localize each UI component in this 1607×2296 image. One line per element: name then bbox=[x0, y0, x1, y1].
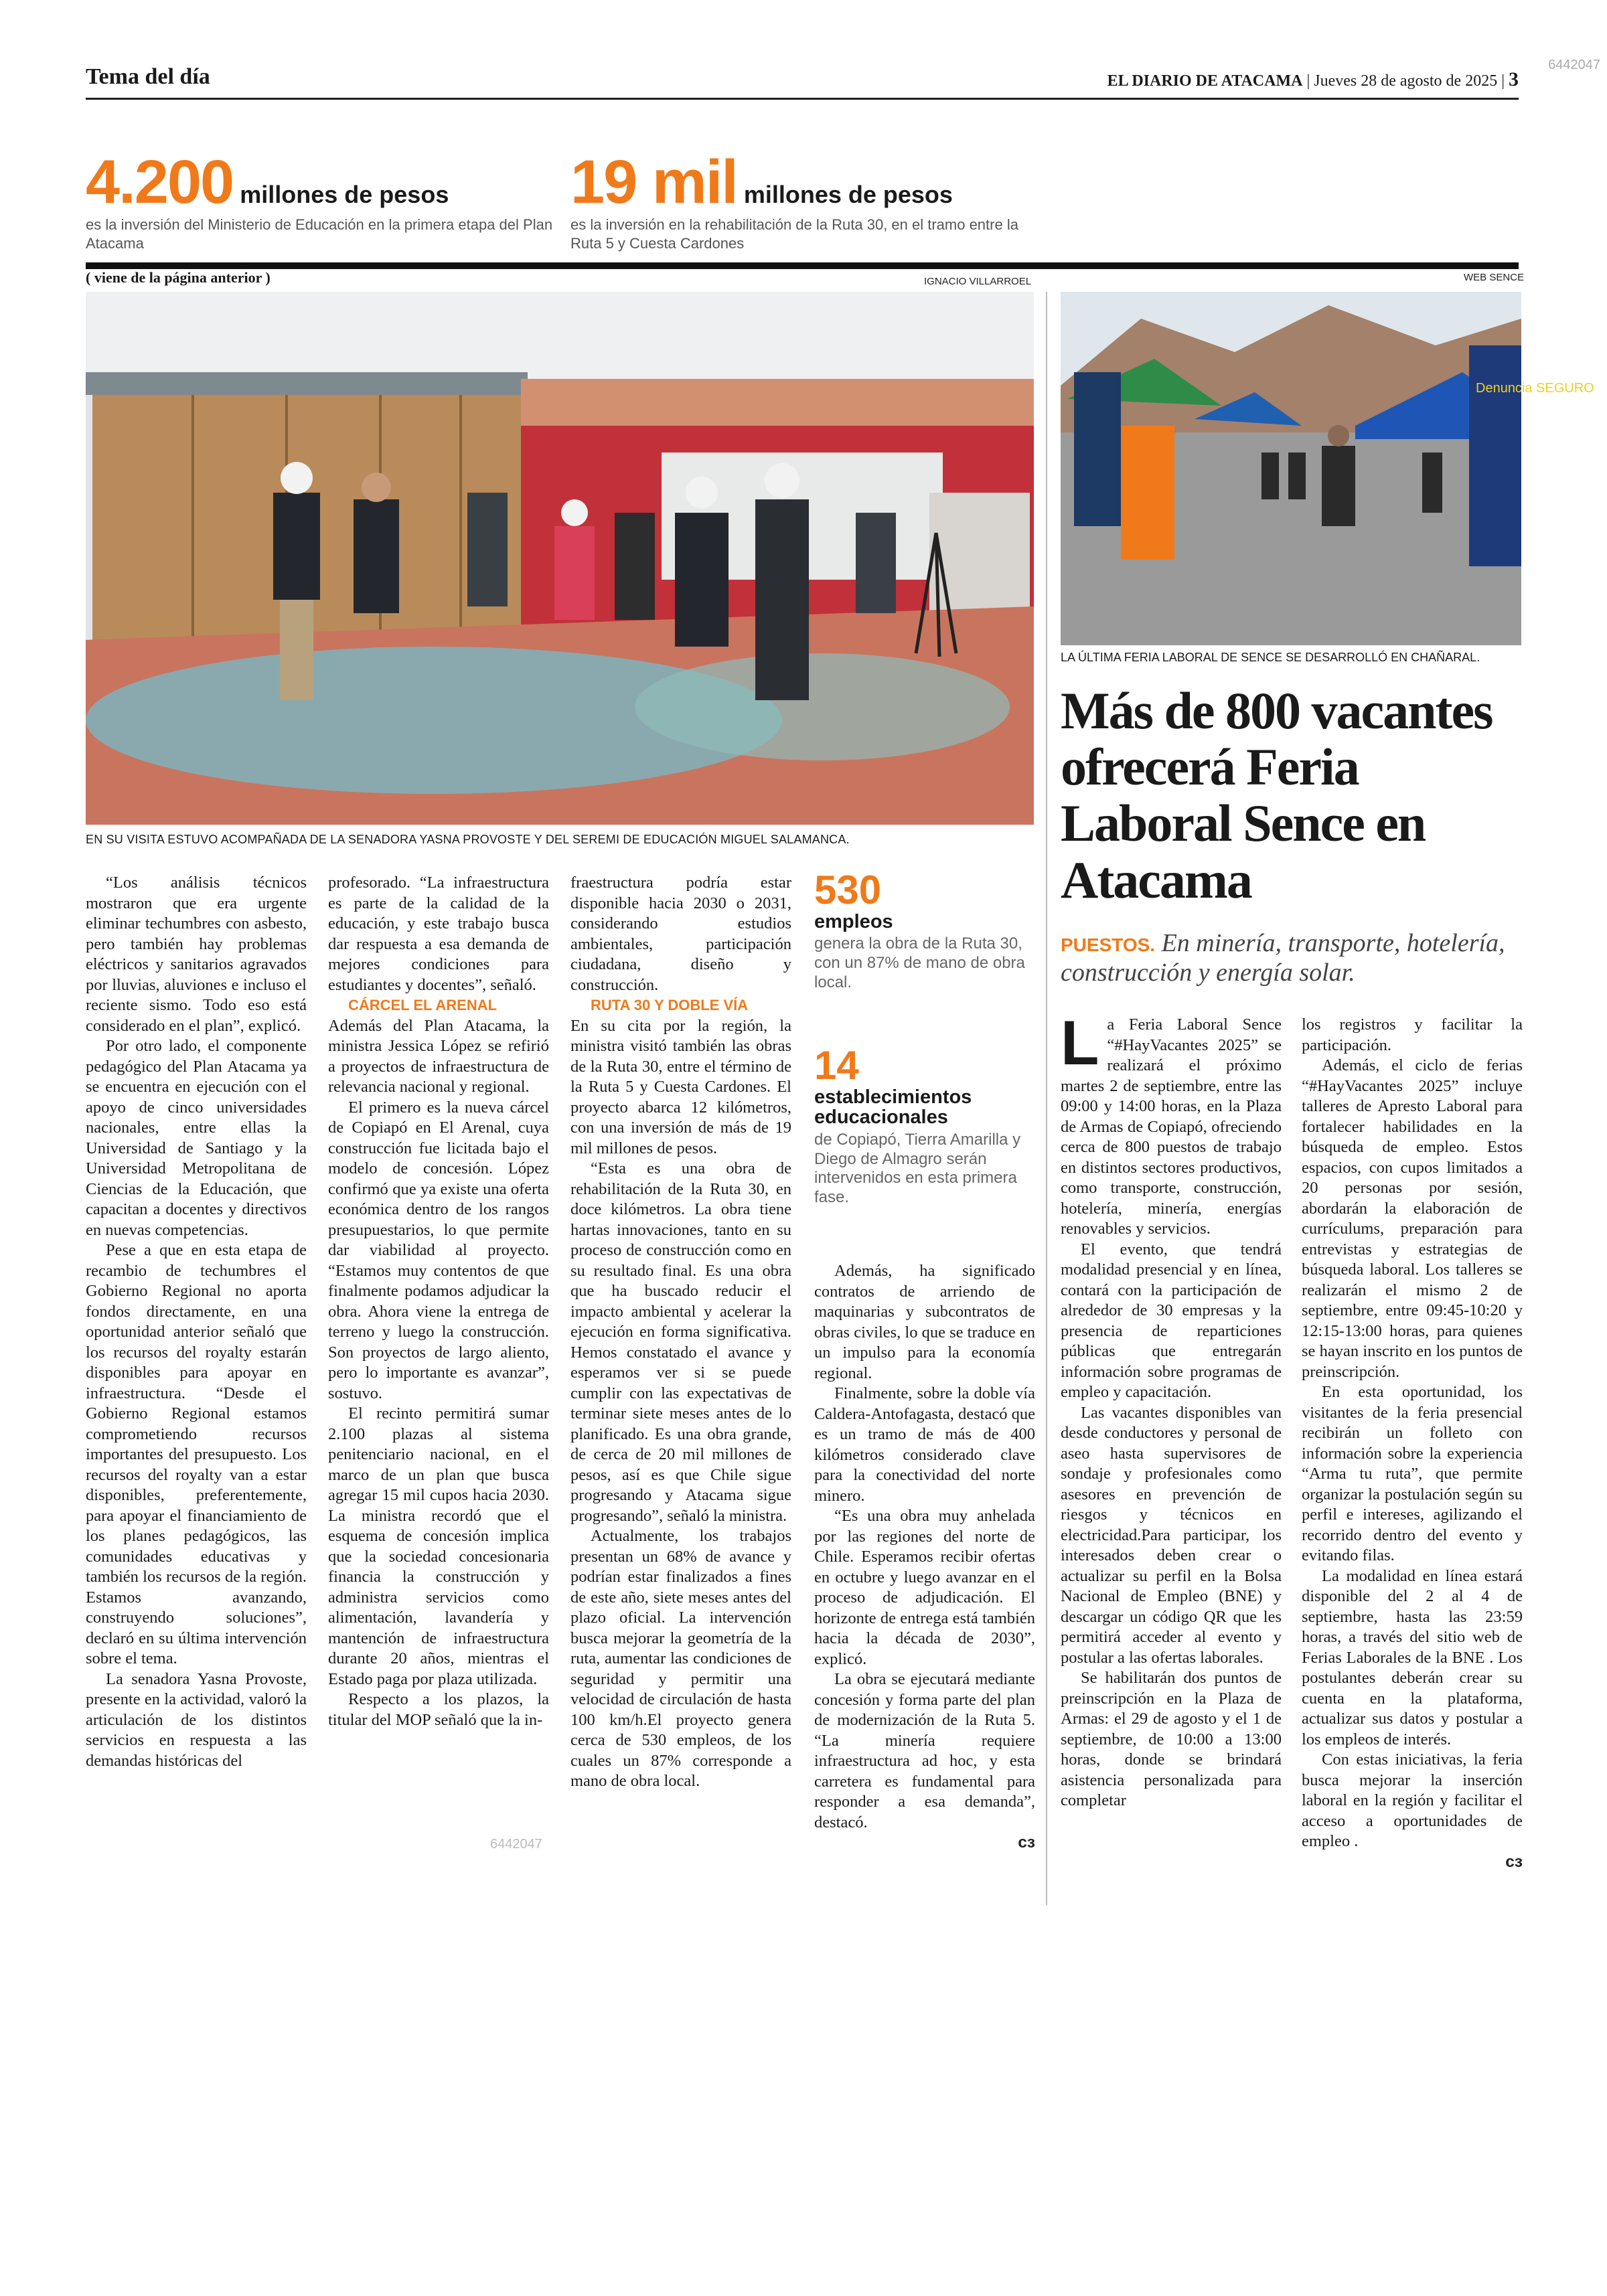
side-deck-text: En minería, transporte, hotelería, construcción y energía solar. bbox=[1061, 929, 1505, 987]
body-column-4 bbox=[814, 1261, 1035, 1854]
stat-number: 14 bbox=[814, 1043, 859, 1088]
paragraph: El evento, que tendrá modalidad presencial y en línea, contará con la participación de alrededor de 30 empresas y la presencia de reparticiones públicas que entregarán información sobre programas de empleo y capacitación. bbox=[1061, 1240, 1282, 1401]
paragraph: Las vacantes disponibles van desde conductores y personal de aseo hasta supervisores de sondaje y profesionales como asesores en prevención de riesgos y técnicos en electricidad.Para participar, los interesados deben crear o actualizar su perfil en la Bolsa Nacional de Empleo (BNE) y descargar un código QR que les permitirá acceder al evento y postular a las ofertas laborales. bbox=[1061, 1403, 1282, 1667]
page-header bbox=[86, 64, 1519, 100]
paragraph: “Es una obra muy anhelada por las regiones del norte de Chile. Esperamos recibir ofertas en octubre y luego avanzar en el proceso de adjudicación. El horizonte de entrega está también hacia la década de 2030”, explicó. bbox=[814, 1507, 1035, 1668]
body-column-5 bbox=[1061, 1007, 1282, 1811]
paragraph: Se habilitarán dos puntos de preinscripción en la Plaza de Armas: el 29 de agosto y el 1 de septiembre, de 10:00 a 13:00 horas, donde se brindará asistencia personalizada para completar bbox=[1061, 1669, 1282, 1809]
stat-number: 530 bbox=[814, 868, 882, 912]
subhead-carcel: CÁRCEL EL ARENAL bbox=[348, 997, 498, 1013]
side-photo-caption: LA ÚLTIMA FERIA LABORAL DE SENCE SE DESARROLLÓ EN CHAÑARAL. bbox=[1061, 651, 1480, 664]
paragraph: La obra se ejecutará mediante concesión y forma parte del plan de modernización de la Ruta 5. “La minería requiere infraestructura ad hoc, y esta carretera es fundamental para responder a esa demanda”, destacó. bbox=[814, 1670, 1035, 1831]
issue-date: | Jueves 28 de agosto de 2025 | bbox=[1306, 72, 1505, 90]
paragraph: Con estas iniciativas, la feria busca mejorar la inserción laboral en la región y facilitar el acceso a oportunidades de empleo . bbox=[1302, 1750, 1523, 1850]
main-photo-image bbox=[86, 292, 1034, 825]
body-column-3 bbox=[570, 873, 791, 1792]
paragraph: a Feria Laboral Sence “#HayVacantes 2025” se realizará el próximo martes 2 de septiembre, entre las 09:00 y 14:00 horas, en la Plaza de Armas de Copiapó, ofreciendo cerca de 800 puestos de trabajo en distintos sectores productivos, como transporte, construcción, hotelería, minería, energías renovables y servicios. bbox=[1061, 1015, 1282, 1238]
stat-empleos bbox=[814, 870, 1042, 993]
continued-note: ( viene de la página anterior ) bbox=[86, 269, 271, 286]
stat-investment-ruta30 bbox=[570, 148, 1053, 252]
side-headline: Más de 800 vacantes ofrecerá Feria Laboral Sence en Atacama bbox=[1061, 681, 1493, 909]
stat-description: es la inversión del Ministerio de Educación en la primera etapa del Plan Atacama bbox=[86, 216, 553, 252]
main-photo-caption: EN SU VISITA ESTUVO ACOMPAÑADA DE LA SENADORA YASNA PROVOSTE Y DEL SEREMI DE EDUCACIÓN MIGUEL SALAMANCA. bbox=[86, 833, 850, 846]
end-mark-icon: ᴄɜ bbox=[1505, 1852, 1523, 1871]
paragraph: fraestructura podría estar disponible hacia 2030 o 2031, considerando estudios ambientales, participación ciudadana, diseño y construcción. bbox=[570, 874, 791, 994]
paragraph: Además, ha significado contratos de arriendo de maquinarias y subcontratos de obras civiles, lo que se traduce en un impulso para la economía regional. bbox=[814, 1262, 1035, 1382]
side-photo bbox=[1061, 292, 1594, 645]
paragraph: La modalidad en línea estará disponible del 2 al 4 de septiembre, hasta las 23:59 horas, a través del sitio web de Ferias Laborales de la BNE . Los postulantes deberán crear su cuenta en la plataforma, actualizar sus datos y postular a los empleos de interés. bbox=[1302, 1566, 1523, 1748]
masthead bbox=[1107, 68, 1519, 91]
paragraph: La senadora Yasna Provoste, presente en la actividad, valoró la articulación de los distintos servicios en respuesta a las demandas históricas del bbox=[86, 1669, 307, 1770]
paragraph: Respecto a los plazos, la titular del MOP señaló que la in- bbox=[328, 1690, 549, 1729]
reference-code-watermark: 6442047 bbox=[490, 1837, 542, 1852]
banner-text: Denuncia SEGURO bbox=[1476, 381, 1594, 396]
body-column-2 bbox=[328, 873, 549, 1730]
side-kicker: PUESTOS. bbox=[1061, 934, 1156, 955]
stat-unit: empleos bbox=[814, 911, 893, 932]
paragraph: En su cita por la región, la ministra visitó también las obras de la Ruta 30, entre el término de la Ruta 5 y Cuesta Cardones. El proyecto abarca 12 kilómetros, con una inversión de más de 19 mil millones de pesos. bbox=[570, 1016, 791, 1157]
publication-name: EL DIARIO DE ATACAMA bbox=[1107, 72, 1303, 90]
paragraph: Además del Plan Atacama, la ministra Jessica López se refirió a proyectos de infraestructura de relevancia nacional y regional. bbox=[328, 1016, 549, 1096]
paragraph: El recinto permitirá sumar 2.100 plazas al sistema penitenciario nacional, en el marco de un plan que busca agregar 15 mil cupos hacia 2030. La ministra recordó que el esquema de concesión implica que la sociedad concesionaria financia la construcción y administra servicios como alimentación, lavandería y mantención de infraestructura durante 20 años, mientras el Estado paga por plaza utilizada. bbox=[328, 1404, 549, 1688]
end-mark-icon: ᴄɜ bbox=[1018, 1833, 1035, 1852]
paragraph: Además, el ciclo de ferias “#HayVacantes 2025” incluye talleres de Apresto Laboral para fortalecer habilidades en la búsqueda de empleo. Estos espacios, con cupos limitados a 20 personas por sesión, abordarán la elaboración de currículums, preparación para entrevistas y estrategias de búsqueda laboral. Los talleres se realizarán el mismo 2 de septiembre, entre 09:45-10:20 y 12:15-13:00 horas, para quienes se hayan inscrito en los puntos de preinscripción. bbox=[1302, 1056, 1523, 1381]
stat-investment-education bbox=[86, 148, 554, 252]
paragraph: En esta oportunidad, los visitantes de la feria presencial recibirán un folleto con información sobre la experiencia “Arma tu ruta”, que permite organizar la postulación según su perfil e intereses, agilizando el recorrido dentro del evento y evitando filas. bbox=[1302, 1383, 1523, 1564]
paragraph: Finalmente, sobre la doble vía Caldera-Antofagasta, destacó que es un tramo de más de 400 kilómetros considerado clave para la conectividad del norte minero. bbox=[814, 1384, 1035, 1505]
stat-number: 19 mil bbox=[570, 148, 737, 216]
stat-establecimientos bbox=[814, 1043, 1042, 1208]
stat-unit: establecimientos educacionales bbox=[814, 1086, 972, 1129]
stat-number: 4.200 bbox=[86, 148, 234, 216]
paragraph: Por otro lado, el componente pedagógico del Plan Atacama ya se encuentra en ejecución con el apoyo de cinco universidades nacionales, entre ellas la Universidad de Santiago y la Universidad Metropolitana de Ciencias de la Educación, que capacitan a docentes y directivos en nuevas competencias. bbox=[86, 1037, 307, 1239]
stat-description: es la inversión en la rehabilitación de la Ruta 30, en el tramo entre la Ruta 5 y Cuesta Cardones bbox=[570, 216, 1018, 252]
photo-credit-side: WEB SENCE bbox=[1464, 272, 1525, 283]
body-column-6 bbox=[1302, 1015, 1523, 1872]
paragraph: “Esta es una obra de rehabilitación de la Ruta 30, en doce kilómetros. La obra tiene hartas innovaciones, tanto en su proceso de construcción como en su resultado final. Es una obra que ha buscado reducir el impacto ambiental y acelerar la ejecución en forma significativa. Hemos constatado el avance y esperamos ver si se puede cumplir con las expectativas de terminar siete meses antes de lo planificado. Es una obra grande, de cerca de 20 mil millones de pesos, así es que Chile sigue progresando y Atacama sigue progresando”, señaló la ministra. bbox=[570, 1159, 791, 1525]
paragraph: Pese a que en esta etapa de recambio de techumbres el Gobierno Regional no aporta fondos directamente, en una oportunidad anterior señaló que los recursos del royalty estarán disponibles para apoyar en infraestructura. “Desde el Gobierno Regional estamos comprometiendo recursos importantes del presupuesto. Los recursos del royalty van a estar disponibles, preferentemente, para apoyar el financiamiento de los planes pedagógicos, las comunidades educativas y también los recursos de la región. Estamos avanzando, construyendo soluciones”, declaró en su última intervención sobre el tema. bbox=[86, 1241, 307, 1667]
paragraph: “Los análisis técnicos mostraron que era urgente eliminar techumbres con asbesto, pero también hay problemas eléctricos y sanitarios agravados por lluvias, aluviones e incluso el reciente sismo. Todo eso está considerado en el plan”, explicó. bbox=[86, 874, 307, 1035]
drop-cap: L bbox=[1061, 1007, 1099, 1078]
column-divider bbox=[1046, 292, 1047, 1905]
body-column-1 bbox=[86, 873, 307, 1771]
section-rule bbox=[86, 262, 1519, 269]
page-number: 3 bbox=[1509, 68, 1519, 90]
photo-credit: IGNACIO VILLARROEL bbox=[924, 276, 1032, 287]
subhead-ruta30: RUTA 30 Y DOBLE VÍA bbox=[591, 997, 749, 1013]
reference-code: 6442047 bbox=[1548, 58, 1600, 72]
stat-description: genera la obra de la Ruta 30, con un 87% de mano de obra local. bbox=[814, 934, 1025, 992]
stat-unit: millones de pesos bbox=[743, 181, 953, 208]
paragraph: los registros y facilitar la participación. bbox=[1302, 1015, 1523, 1054]
section-label: Tema del día bbox=[86, 64, 210, 89]
paragraph: El primero es la nueva cárcel de Copiapó en El Arenal, cuya construcción fue licitada bajo el modelo de concesión. López confirmó que ya existe una oferta económica dentro de los rangos presupuestarios, lo que permite dar viabilidad al proyecto. “Estamos muy contentos de que finalmente podamos adjudicar la obra. Ahora viene la entrega de terreno y luego la construcción. Son proyectos de largo aliento, pero lo importante es avanzar”, sostuvo. bbox=[328, 1098, 549, 1402]
paragraph: Actualmente, los trabajos presentan un 68% de avance y podrían estar finalizados a fines de este año, siete meses antes del plazo oficial. La intervención busca mejorar la geometría de la ruta, aumentar las condiciones de seguridad y permitir una velocidad de circulación de hasta 100 km/h.El proyecto genera cerca de 530 empleos, de los cuales un 87% corresponde a mano de obra local. bbox=[570, 1527, 791, 1790]
main-photo bbox=[86, 292, 1034, 825]
paragraph: profesorado. “La infraestructura es parte de la calidad de la educación, y este trabajo busca dar respuesta a esa demanda de mejores condiciones para estudiantes y docentes”, señaló. bbox=[328, 874, 549, 994]
stat-unit: millones de pesos bbox=[240, 181, 449, 208]
stat-description: de Copiapó, Tierra Amarilla y Diego de Almagro serán intervenidos en esta primera fase. bbox=[814, 1130, 1021, 1207]
side-deck bbox=[1061, 929, 1529, 987]
side-photo-image bbox=[1061, 292, 1594, 645]
